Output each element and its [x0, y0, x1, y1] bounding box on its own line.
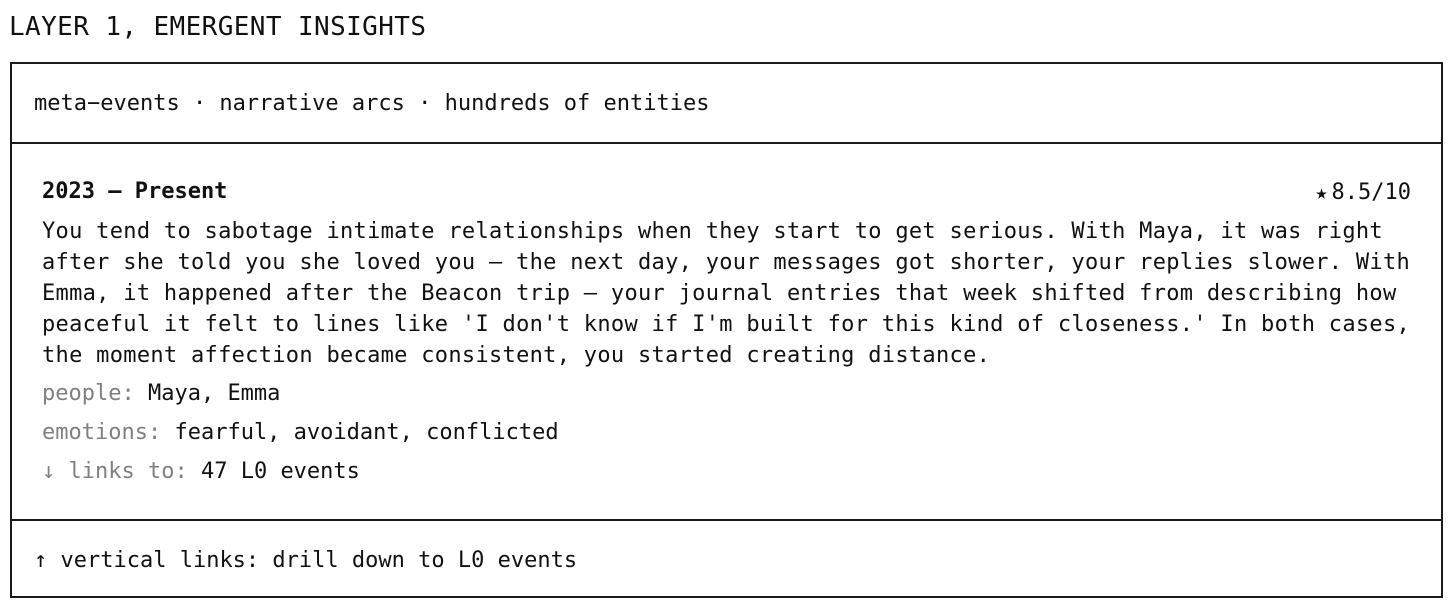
insight-links[interactable] [42, 458, 360, 486]
arrow-up-icon: ↑ [34, 548, 48, 573]
layer-title: LAYER 1, EMERGENT INSIGHTS [9, 12, 427, 42]
people-label: people: [42, 381, 135, 406]
layer-description: meta−events · narrative arcs · hundreds of entities [34, 91, 710, 116]
emotions-label: emotions: [42, 420, 162, 445]
rating-value: 8.5/10 [1331, 180, 1411, 205]
insight-card[interactable] [12, 144, 1441, 521]
links-label: links to: [68, 459, 188, 484]
vertical-links-label: vertical links: drill down to L0 events [60, 548, 578, 573]
insight-emotions [42, 419, 559, 447]
insight-period: 2023 – Present [42, 179, 228, 204]
emotions-value: fearful, avoidant, conflicted [174, 420, 559, 445]
people-value: Maya, Emma [147, 381, 281, 406]
links-value[interactable]: 47 L0 events [200, 459, 360, 484]
arrow-down-icon: ↓ [42, 459, 56, 484]
layer-header [12, 64, 1441, 144]
layer-footer [12, 521, 1441, 598]
vertical-links[interactable] [34, 547, 577, 575]
insight-body: You tend to sabotage intimate relationships when they start to get serious. With Maya, it was right after she told you she loved you — the next day, your messages got shorter, your replies slower. With Emma, it happened after the Beacon trip — your journal entries that week shifted from describing how peaceful it felt to lines like 'I don't know if I'm built for this kind of closeness.' In both cases, the moment affection became consistent, you started creating distance. [42, 219, 1411, 368]
insight-people [42, 380, 280, 408]
insight-rating [1315, 178, 1411, 207]
layer-frame [10, 62, 1443, 598]
star-icon: ★ [1315, 180, 1328, 204]
